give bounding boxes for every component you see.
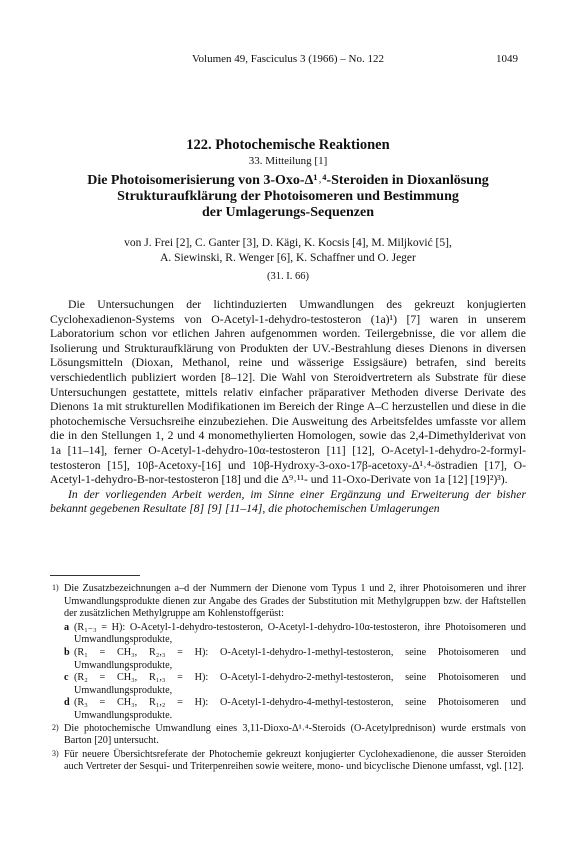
footnote-1-mark: 1)	[52, 583, 59, 592]
footnote-item-key: b	[64, 646, 70, 658]
footnote-3-text: Für neuere Übersichtsreferate der Photochemie gekreuzt konjugierter Cyclohexadienone, die ausser Steroiden auch Vertreter der Sesqui- und Triterpenreihen sowie weitere, mono- und bicyclische Dienone umfasst, vgl. [12].	[64, 748, 526, 773]
journal-volume-line: Volumen 49, Fasciculus 3 (1966) – No. 122	[192, 53, 384, 65]
article-title	[50, 173, 526, 221]
footnote-item-key: d	[64, 697, 70, 709]
footnote-item-text: (R₃ = CH₃, R₁,₂ = H): O-Acetyl-1-dehydro-4-methyl-testosteron, seine Photoisomeren und Umwandlungsprodukte.	[74, 697, 526, 721]
body-paragraph-1: Die Untersuchungen der lichtinduzierten Umwandlungen des gekreuzt konjugierten Cyclohexadienon-Systems von O-Acetyl-1-dehydro-testosteron (1a)¹) [7] waren in unserem Laboratorium schon vor etlichen Jahren aufgenommen worden. Teilergebnisse, die vor allem die Isolierung und Strukturaufklärung von Produkten der UV.-Bestrahlung dieses Dienons in diversen Lösungsmitteln (Dioxan, Methanol, reine und wässerige Essigsäure) betrafen, sind bereits verschiedentlich publiziert worden [8–12]. Die Wahl von Steroidvertretern als Substrate für diese Untersuchungen gestattete, mittels relativ einfacher präparativer Methoden diverse Derivate des Dienons 1a mit strukturellen Modifikationen im Bereich der Ringe A–C herzustellen und diese in die photochemische Versuchsreihe einzubeziehen. Die Ausweitung des Arbeitsfeldes umfasste vor allem die in den Stellungen 1, 2 und 4 monomethylierten Homologen, sowie das 2,4-Dimethylderivat von 1a [11–14], ferner O-Acetyl-1-dehydro-10α-testosteron [11] [12], O-Acetyl-1-dehydro-2-formyl-testosteron [15], 10β-Acetoxy-[16] und 10β-Hydroxy-3-oxo-17β-acetoxy-Δ¹˒⁴-östradien [17], O-Acetyl-1-dehydro-B-nor-testosteron [18] und die Δ⁹˒¹¹- und 11-Oxo-Derivate von 1a [12] [19]²)³).	[50, 298, 526, 487]
footnote-3-mark: 3)	[52, 748, 59, 758]
footnotes	[50, 583, 526, 775]
footnote-item-key: c	[64, 672, 69, 684]
footnote-3	[50, 749, 526, 774]
author-line-2: A. Siewinski, R. Wenger [6], K. Schaffner und O. Jeger	[160, 252, 416, 264]
footnote-2-mark: 2)	[52, 722, 59, 732]
page-number: 1049	[496, 53, 518, 65]
footnote-2-text: Die photochemische Umwandlung eines 3,11-Dioxo-Δ¹˒⁴-Steroids (O-Acetylprednison) wurde erstmals von Barton [20] untersucht.	[64, 722, 526, 747]
footnote-item-text: (R₂ = CH₃, R₁,₃ = H): O-Acetyl-1-dehydro-2-methyl-testosteron, seine Photoisomeren und Umwandlungsprodukte,	[74, 672, 526, 696]
footnote-2	[50, 723, 526, 748]
footnote-1-text: Die Zusatzbezeichnungen a–d der Nummern der Dienone vom Typus 1 und 2, ihrer Photoisomeren und ihrer Umwandlungsprodukte dienen zur Angabe des Grades der Substitution mit Methylgruppen bzw. der Haftstellen der zusätzlichen Methylgruppe am Kohlenstoffgerüst:	[64, 583, 526, 620]
author-list	[50, 236, 526, 266]
footnote-1-item-b	[50, 647, 526, 672]
title-line-3: der Umlagerungs-Sequenzen	[201, 205, 375, 220]
received-date: (31. I. 66)	[267, 271, 309, 282]
running-head	[0, 53, 576, 67]
footnote-item-text: (R₁₋₃ = H): O-Acetyl-1-dehydro-testosteron, O-Acetyl-1-dehydro-10α-testosteron, ihre Photoisomeren und Umwandlungsprodukte,	[74, 621, 526, 646]
footnote-1	[50, 583, 526, 621]
article-body	[50, 298, 526, 517]
footnote-1-item-a	[50, 622, 526, 647]
footnote-item-text: (R₁ = CH₃, R₂,₃ = H): O-Acetyl-1-dehydro-1-methyl-testosteron, seine Photoisomeren und Umwandlungsprodukte,	[74, 646, 526, 671]
title-line-2: Strukturaufklärung der Photoisomeren und Bestimmung	[117, 189, 459, 204]
footnote-1-item-c	[50, 672, 526, 697]
footnote-divider	[50, 575, 140, 576]
footnote-1-item-d	[50, 697, 526, 722]
article-series-heading: 122. Photochemische Reaktionen	[186, 137, 390, 153]
footnote-item-key: a	[64, 621, 70, 633]
title-line-1: Die Photoisomerisierung von 3-Oxo-Δ¹˒⁴-Steroiden in Dioxanlösung	[87, 173, 489, 188]
body-paragraph-2: In der vorliegenden Arbeit werden, im Sinne einer Ergänzung und Erweiterung der bisher bekannt gegebenen Resultate [8] [9] [11–14], die photochemischen Umlagerungen	[50, 487, 526, 516]
author-line-1: von J. Frei [2], C. Ganter [3], D. Kägi, K. Kocsis [4], M. Miljković [5],	[124, 237, 452, 249]
article-part-label: 33. Mitteilung [1]	[248, 155, 328, 167]
